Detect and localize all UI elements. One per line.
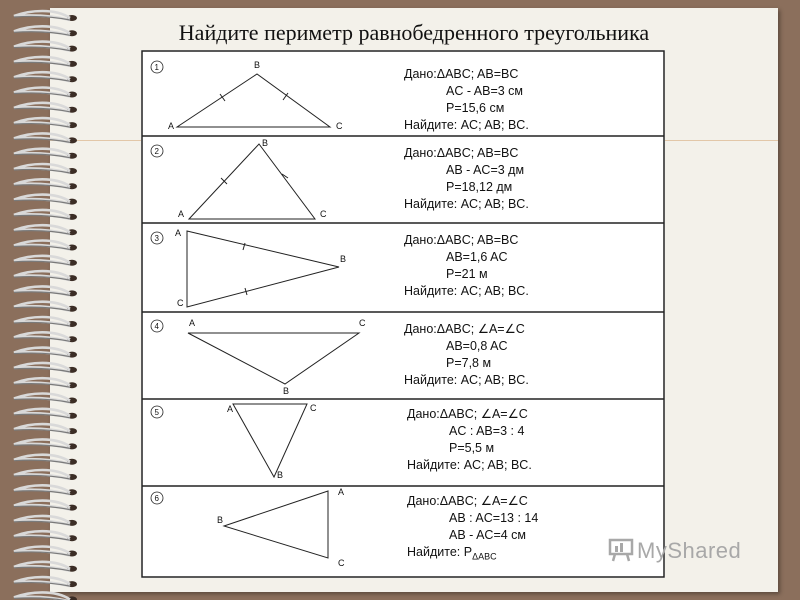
spiral-ring [14, 516, 77, 526]
triangle-2 [178, 138, 327, 219]
spiral-ring [14, 577, 77, 587]
svg-text:A: A [227, 404, 234, 414]
svg-text:C: C [338, 558, 345, 568]
problem-number-3 [151, 232, 163, 244]
svg-text:C: C [320, 209, 327, 219]
svg-text:5: 5 [154, 408, 159, 417]
problem-5-text: Дано:ΔABC; ∠A=∠C AC : AB=3 : 4 P=5,5 м Найдите: AC; AB; BC. [407, 407, 532, 472]
problem-2-text: Дано:ΔABC; AB=BC AB - AC=3 дм P=18,12 дм Найдите: AC; AB; BC. [404, 146, 529, 211]
problem-number-5 [151, 406, 163, 418]
triangle-4 [188, 318, 366, 396]
spiral-ring [14, 179, 77, 189]
watermark: MyShared [607, 538, 741, 564]
spiral-ring [14, 118, 77, 128]
svg-text:A: A [168, 121, 175, 131]
problem-grid [141, 50, 665, 578]
triangle-3 [175, 228, 346, 308]
spiral-ring [14, 133, 77, 143]
spiral-ring [14, 241, 77, 251]
spiral-ring [14, 164, 77, 174]
problem-number-1 [151, 61, 163, 73]
svg-text:B: B [283, 386, 290, 396]
spiral-ring [14, 501, 77, 511]
spiral-ring [14, 332, 77, 342]
spiral-ring [14, 210, 77, 220]
spiral-ring [14, 256, 77, 266]
spiral-ring [14, 225, 77, 235]
spiral-ring [14, 302, 77, 312]
spiral-ring [14, 271, 77, 281]
spiral-ring [14, 72, 77, 82]
spiral-ring [14, 592, 77, 600]
triangle-1 [168, 60, 343, 131]
svg-text:B: B [217, 515, 224, 525]
problem-3-text: Дано:ΔABC; AB=BC AB=1,6 AC P=21 м Найдите: AC; AB; BC. [404, 233, 529, 298]
spiral-ring [14, 149, 77, 159]
svg-text:A: A [189, 318, 196, 328]
svg-text:B: B [340, 254, 347, 264]
problem-number-4 [151, 320, 163, 332]
spiral-ring [14, 409, 77, 419]
spiral-ring [14, 394, 77, 404]
spiral-binding-icon [0, 0, 90, 600]
svg-text:4: 4 [154, 322, 159, 331]
problem-number-2 [151, 145, 163, 157]
spiral-ring [14, 562, 77, 572]
svg-text:C: C [336, 121, 343, 131]
svg-text:A: A [338, 487, 345, 497]
problem-4-text: Дано:ΔABC; ∠A=∠C AB=0,8 AC P=7,8 м Найдите: AC; AB; BC. [404, 322, 529, 387]
svg-text:B: B [254, 60, 261, 70]
spiral-ring [14, 363, 77, 373]
spiral-ring [14, 195, 77, 205]
svg-text:C: C [359, 318, 366, 328]
spiral-ring [14, 88, 77, 98]
svg-text:B: B [262, 138, 269, 148]
problem-6-text: Дано:ΔABC; ∠A=∠C AB : AC=13 : 14 AB - AC=4 см Найдите: $P_{\Delta ABC}$ [407, 494, 539, 562]
spiral-ring [14, 455, 77, 465]
svg-text:B: B [277, 470, 284, 480]
page-title: Найдите периметр равнобедренного треугольника [178, 20, 650, 45]
problem-number-6 [151, 492, 163, 504]
spiral-ring [14, 57, 77, 67]
triangle-5 [227, 403, 317, 480]
svg-text:6: 6 [154, 494, 159, 503]
spiral-ring [14, 348, 77, 358]
presentation-board-icon [607, 538, 637, 562]
spiral-ring [14, 378, 77, 388]
svg-text:2: 2 [154, 147, 159, 156]
spiral-ring [14, 286, 77, 296]
problem-sheet [141, 50, 665, 578]
triangle-6 [217, 487, 345, 568]
svg-text:A: A [175, 228, 182, 238]
spiral-ring [14, 317, 77, 327]
svg-text:3: 3 [154, 234, 159, 243]
spiral-ring [14, 470, 77, 480]
problem-1-text: Дано:ΔABC; AB=BC AC - AB=3 см P=15,6 см Найдите: AC; AB; BC. [404, 67, 529, 132]
svg-text:C: C [177, 298, 184, 308]
svg-text:C: C [310, 403, 317, 413]
spiral-ring [14, 531, 77, 541]
spiral-ring [14, 439, 77, 449]
spiral-ring [14, 547, 77, 557]
spiral-ring [14, 103, 77, 113]
spiral-ring [14, 424, 77, 434]
svg-text:1: 1 [154, 63, 159, 72]
svg-text:A: A [178, 209, 185, 219]
spiral-ring [14, 485, 77, 495]
